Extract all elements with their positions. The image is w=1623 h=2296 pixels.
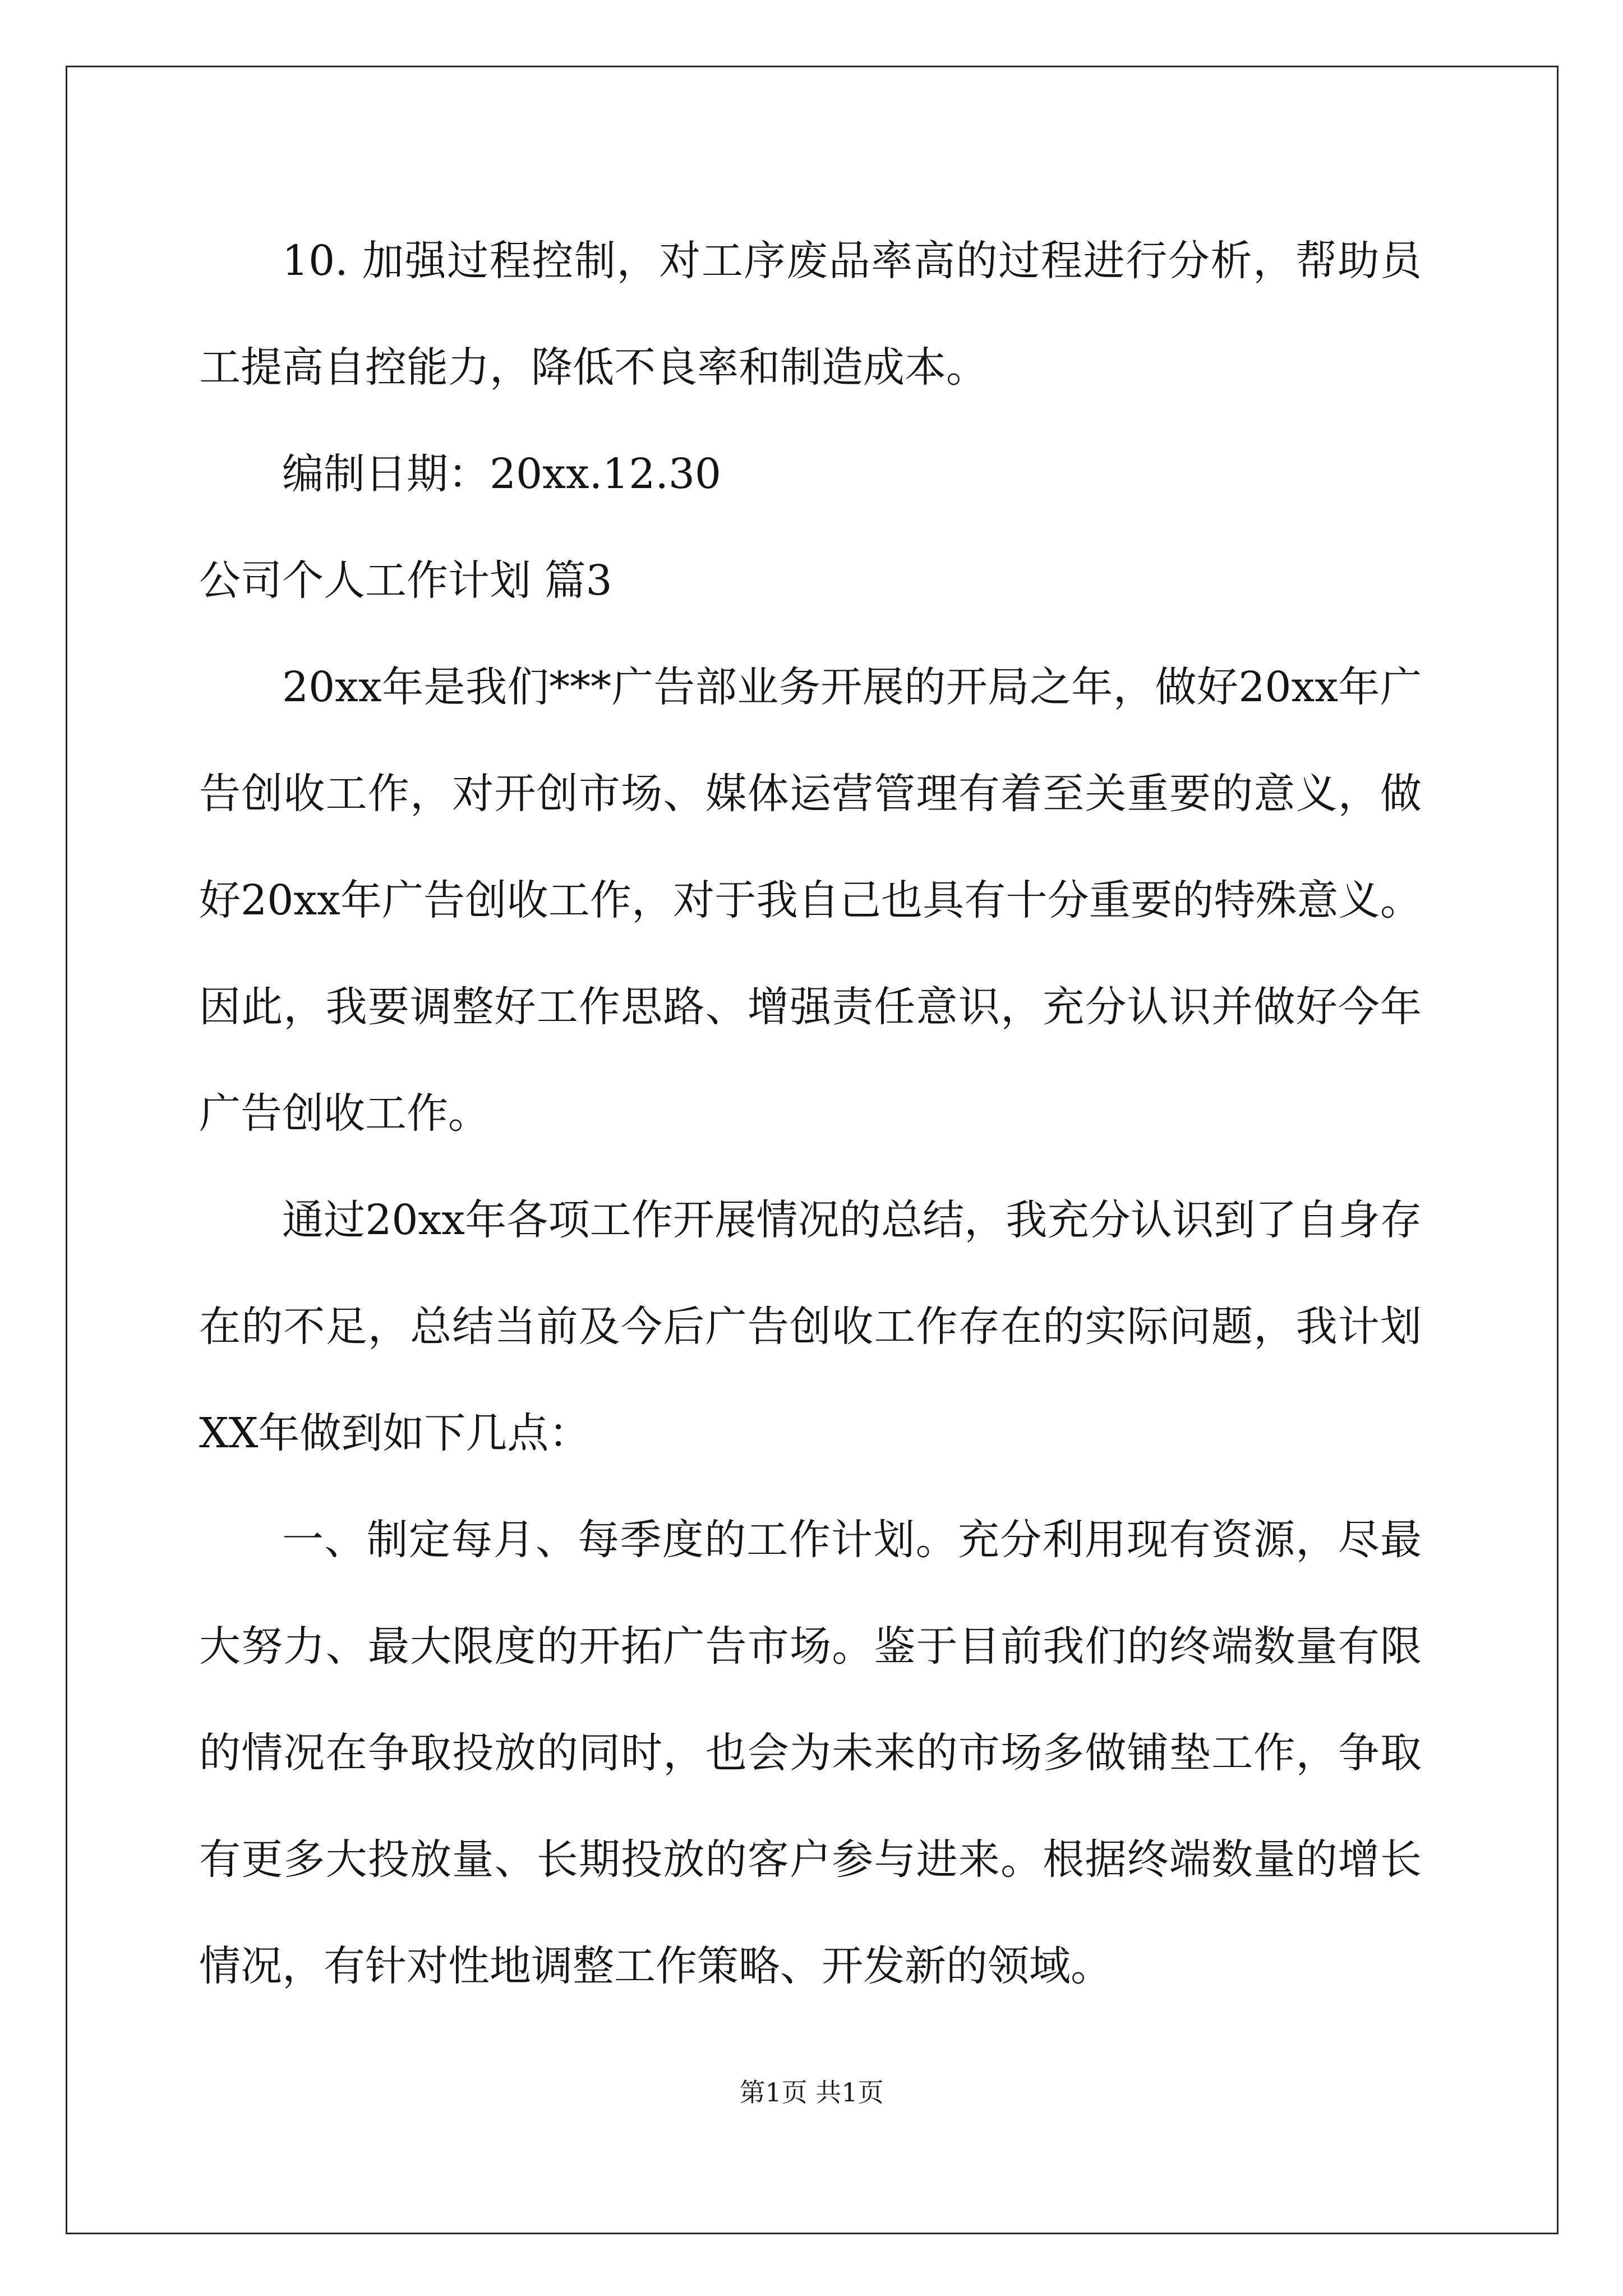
- compile-date: 编制日期：20xx.12.30: [282, 450, 721, 498]
- paragraph-summary: 通过20xx年各项工作开展情况的总结，我充分认识到了自身存在的不足，总结当前及今后广告创收工作存在的实际问题，我计划XX年做到如下几点：: [199, 1196, 1422, 1457]
- document-body: [199, 208, 1422, 2019]
- page-number: 第1页 共1页: [739, 2077, 884, 2108]
- paragraph-item-10: 10. 加强过程控制，对工序废品率高的过程进行分析，帮助员工提高自控能力，降低不良率和制造成本。: [199, 237, 1422, 392]
- paragraph-plan-one: 一、制定每月、每季度的工作计划。充分利用现有资源，尽最大努力、最大限度的开拓广告市场。鉴于目前我们的终端数量有限的情况在争取投放的同时，也会为未来的市场多做铺垫工作，争取有更多大投放量、长期投放的客户参与进来。根据终端数量的增长情况，有针对性地调整工作策略、开发新的领域。: [199, 1516, 1422, 1990]
- paragraph-intro: 20xx年是我们***广告部业务开展的开局之年，做好20xx年广告创收工作，对开创市场、媒体运营管理有着至关重要的意义，做好20xx年广告创收工作，对于我自己也具有十分重要的特殊意义。因此，我要调整好工作思路、增强责任意识，充分认识并做好今年广告创收工作。: [199, 663, 1422, 1138]
- section-heading: 公司个人工作计划 篇3: [199, 556, 612, 605]
